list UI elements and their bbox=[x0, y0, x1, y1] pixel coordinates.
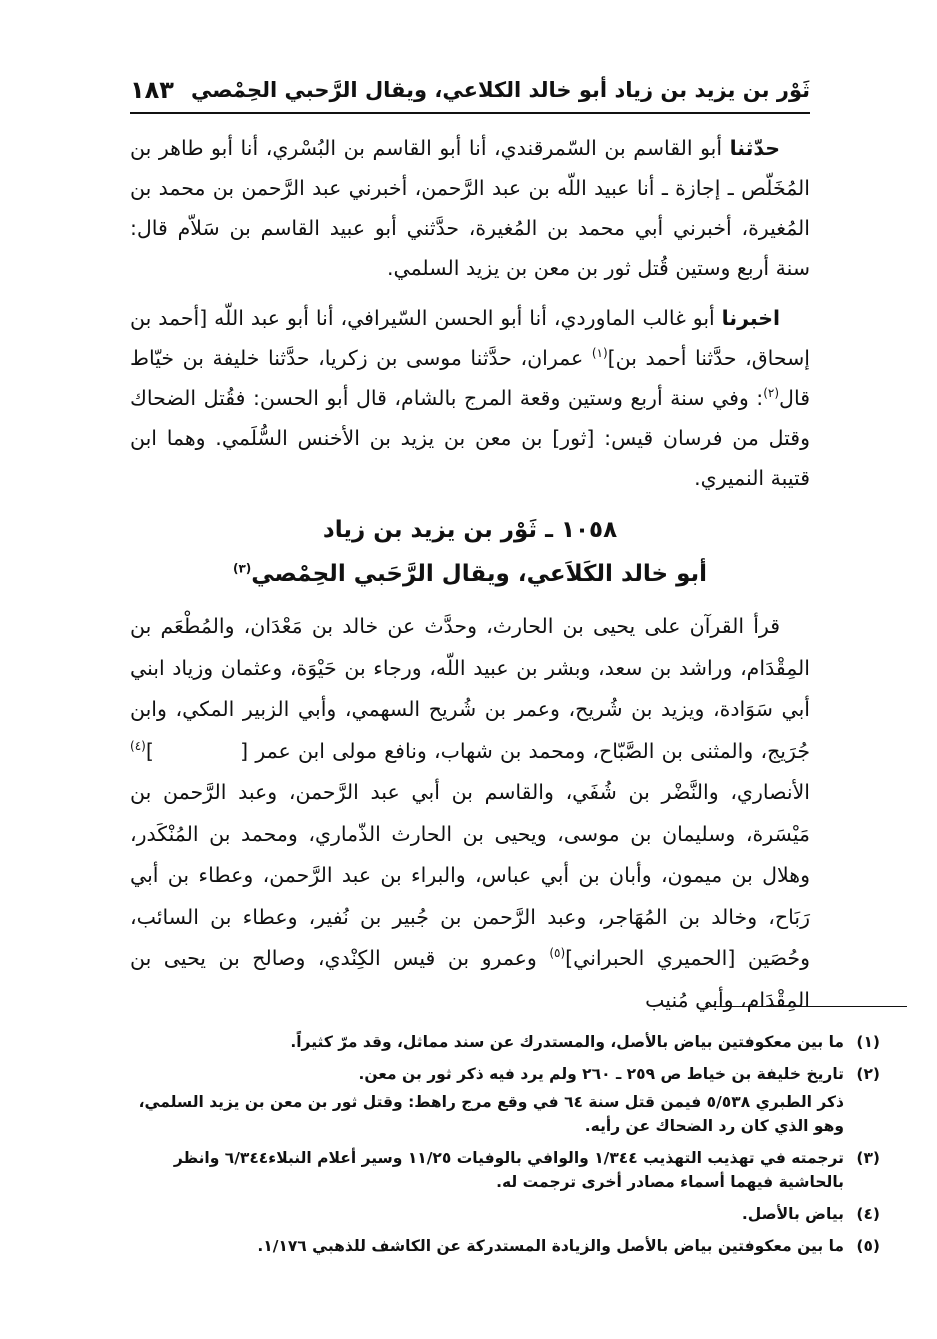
footnote-ref-5: (٥) bbox=[549, 946, 566, 961]
main-text bbox=[130, 128, 810, 498]
entry-text: قرأ القرآن على يحيى بن الحارث، وحدَّث عن خالد بن مَعْدَان، والمُطْعَم بن المِقْدَام، وراشد بن سعد، وبشر بن عبيد اللّه، ورجاء بن حَيْوَة، وعثمان وزياد ابني أبي سَوَادة، ويزيد بن شُريح، وعمر بن شُريح السهمي، وأبي الزبير المكي، وابن جُرَيج، والمثنى بن الصَّبّاح، ومحمد بن شهاب، ونافع مولى ابن عمر [ bbox=[130, 614, 810, 763]
footnote-ref-4: (٤) bbox=[130, 738, 146, 753]
paragraph-1 bbox=[130, 128, 810, 288]
paragraph-lead: اخبرنا bbox=[721, 306, 780, 330]
paragraph-text: أبو القاسم بن السّمرقندي، أنا أبو القاسم بن البُسْري، أنا أبو طاهر بن المُخَلّص ـ إجازة ـ أنا عبيد اللّه بن عبد الرَّحمن، أخبرني عبد الرَّحمن بن محمد بن المُغيرة، أخبرني أبي محمد بن المُغيرة، حدَّثني أبو عبيد القاسم بن سَلاّم قال: سنة أربع وستين قُتل ثور بن معن بن يزيد السلمي. bbox=[130, 136, 810, 280]
entry-title-line-2 bbox=[130, 552, 810, 596]
entry-title-text: أبو خالد الكَلاَعي، ويقال الرَّحَبي الحِمْصي bbox=[251, 561, 708, 587]
entry-body bbox=[130, 606, 810, 1021]
paragraph-text: عمران، حدَّثنا موسى بن زكريا، حدَّثنا خليفة بن خيّاط قال bbox=[130, 346, 810, 410]
paragraph-text: أبو غالب الماوردي، أنا أبو الحسن السّيرافي، أنا أبو عبد اللّه [أحمد بن إسحاق، حدَّثنا أحمد بن] bbox=[130, 306, 810, 370]
footnote-2-continuation: ذكر الطبري ٥/٥٣٨ فيمن قتل سنة ٦٤ في وقع مرج راهط: وقتل ثور بن معن بن يزيد السلمي، وهو الذي كان رد الضحاك عن رأيه. bbox=[138, 1093, 844, 1135]
footnote-number: (٣) bbox=[856, 1149, 880, 1167]
footnote-text: ترجمته في تهذيب التهذيب ١/٣٤٤ والوافي بالوفيات ١١/٢٥ وسير أعلام النبلاء٦/٣٤٤ وانظر بالحاشية فيهما أسماء مصادر أخرى ترجمت له. bbox=[173, 1149, 844, 1191]
running-title: ثَوْر بن يزيد بن زياد أبو خالد الكلاعي، ويقال الرَّحبي الحِمْصي bbox=[190, 78, 810, 102]
footnote-number: (٤) bbox=[856, 1205, 880, 1223]
footnote-number: (٥) bbox=[856, 1237, 880, 1255]
footnote-number: (٢) bbox=[856, 1065, 880, 1083]
footnote-ref-2: (٢) bbox=[763, 386, 780, 401]
footnote-ref-3: (٣) bbox=[232, 561, 252, 576]
footnote-text: تاريخ خليفة بن خياط ص ٢٥٩ ـ ٢٦٠ ولم يرد فيه ذكر ثور بن معن. bbox=[358, 1065, 844, 1083]
footnote-text: ما بين معكوفتين بياض بالأصل، والمستدرك عن سند مماثل، وقد مرّ كثيراً. bbox=[290, 1033, 844, 1051]
footnote-text: ما بين معكوفتين بياض بالأصل والزيادة المستدركة عن الكاشف للذهبي ١/١٧٦. bbox=[257, 1237, 844, 1255]
footnote-1 bbox=[130, 1030, 880, 1054]
paragraph-lead: حدّثنا bbox=[729, 136, 780, 160]
entry-text: ] bbox=[145, 738, 154, 763]
footnote-number: (١) bbox=[856, 1033, 880, 1051]
page-number: ١٨٣ bbox=[130, 76, 174, 104]
footnote-text: بياض بالأصل. bbox=[741, 1205, 844, 1223]
footnotes bbox=[130, 1030, 880, 1266]
footnote-divider bbox=[705, 1006, 907, 1007]
footnote-5 bbox=[130, 1234, 880, 1258]
entry-text: الأنصاري، والنَّضْر بن شُفَي، والقاسم بن أبي عبد الرَّحمن، وعبد الرَّحمن بن مَيْسَرة، وسليمان بن موسى، ويحيى بن الحارث الذّماري، ومحمد بن المُنْكَدر، وهلال بن ميمون، وأبان بن أبي عباس، والبراء بن عبد الرَّحمن، وعطاء بن أبي رَبَاح، وخالد بن المُهَاجر، وعبد الرَّحمن بن جُبير بن نُفير، وعطاء بن السائب، وحُصَين [الحميري الحبراني] bbox=[130, 780, 810, 970]
entry-text: وعمرو بن قيس الكِنْدي، وصالح بن يحيى بن المِقْدَام، وأبي مُنيب bbox=[130, 946, 810, 1012]
footnote-3 bbox=[130, 1146, 880, 1194]
page-header bbox=[130, 68, 810, 114]
blank-space bbox=[154, 739, 240, 763]
footnote-ref-1: (١) bbox=[591, 346, 608, 361]
entry-title-line-1: ١٠٥٨ ـ ثَوْر بن يزيد بن زياد bbox=[322, 517, 618, 543]
paragraph-2 bbox=[130, 298, 810, 498]
footnote-4 bbox=[130, 1202, 880, 1226]
footnote-2 bbox=[130, 1062, 880, 1086]
entry-title bbox=[130, 508, 810, 596]
paragraph-text: : وفي سنة أربع وستين وقعة المرج بالشام، قال أبو الحسن: فقُتل الضحاك وقتل من فرسان قيس: [ثور] بن معن بن يزيد بن الأخنس السُّلَمي. وهما ابن قتيبة النميري. bbox=[130, 386, 810, 490]
